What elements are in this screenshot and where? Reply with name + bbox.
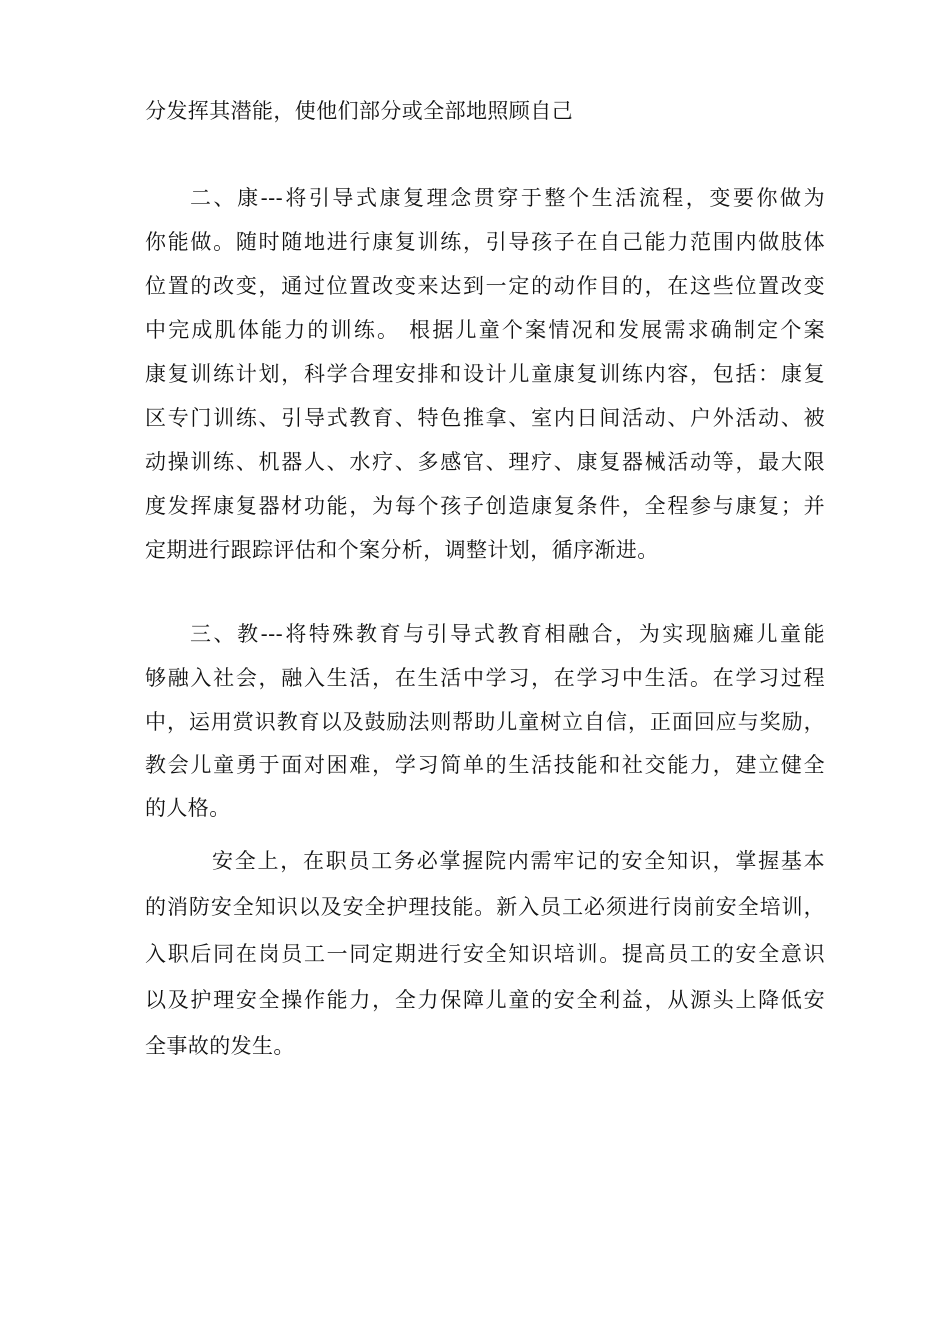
text-line: 分发挥其潜能，使他们部分或全部地照顾自己 bbox=[145, 99, 573, 123]
text-line: 动操训练、机器人、水疗、多感官、理疗、康复器械活动等，最大限 bbox=[145, 450, 825, 474]
text-line: 中完成肌体能力的训练。 根据儿童个案情况和发展需求确制定个案 bbox=[145, 318, 825, 342]
text-line: 入职后同在岗员工一同定期进行安全知识培训。提高员工的安全意识 bbox=[145, 942, 825, 966]
text-line: 康复训练计划，科学合理安排和设计儿童康复训练内容，包括：康复 bbox=[145, 362, 825, 386]
text-line: 三、教---将特殊教育与引导式教育相融合，为实现脑瘫儿童能 bbox=[190, 622, 825, 646]
text-line: 以及护理安全操作能力，全力保障儿童的安全利益，从源头上降低安 bbox=[145, 988, 825, 1012]
text-line: 位置的改变，通过位置改变来达到一定的动作目的，在这些位置改变 bbox=[145, 274, 825, 298]
text-line: 定期进行跟踪评估和个案分析，调整计划，循序渐进。 bbox=[145, 538, 659, 562]
text-line: 教会儿童勇于面对困难，学习简单的生活技能和社交能力，建立健全 bbox=[145, 753, 825, 777]
text-line: 安全上，在职员工务必掌握院内需牢记的安全知识，掌握基本 bbox=[212, 849, 825, 873]
text-line: 中，运用赏识教育以及鼓励法则帮助儿童树立自信，正面回应与奖励， bbox=[145, 710, 825, 734]
text-line: 全事故的发生。 bbox=[145, 1034, 295, 1058]
text-line: 的消防安全知识以及安全护理技能。新入员工必须进行岗前安全培训， bbox=[145, 895, 825, 919]
text-line: 度发挥康复器材功能，为每个孩子创造康复条件，全程参与康复；并 bbox=[145, 494, 825, 518]
text-line: 你能做。随时随地进行康复训练，引导孩子在自己能力范围内做肢体 bbox=[145, 230, 825, 254]
text-line: 区专门训练、引导式教育、特色推拿、室内日间活动、户外活动、被 bbox=[145, 406, 825, 430]
text-line: 够融入社会，融入生活，在生活中学习，在学习中生活。在学习过程 bbox=[145, 666, 825, 690]
text-line: 二、康---将引导式康复理念贯穿于整个生活流程，变要你做为 bbox=[190, 186, 825, 210]
text-line: 的人格。 bbox=[145, 796, 231, 820]
